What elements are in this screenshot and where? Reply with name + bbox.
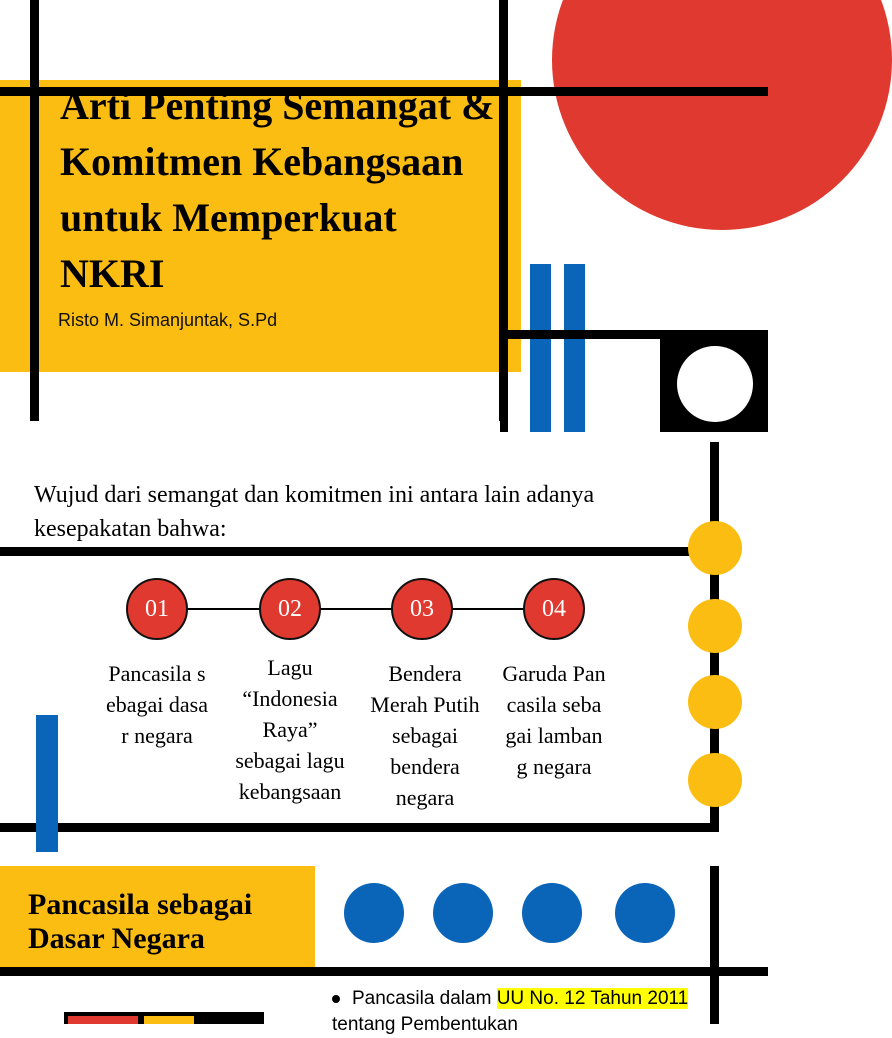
hline-lower — [0, 823, 719, 832]
bullet-dot — [332, 995, 340, 1003]
timeline-connector — [156, 608, 556, 610]
vline-mid — [499, 0, 508, 432]
blue-dot — [344, 883, 404, 943]
section-title: Pancasila sebagai Dasar Negara — [28, 888, 253, 955]
blue-dot — [522, 883, 582, 943]
hline — [0, 967, 768, 976]
vline-left — [30, 0, 39, 432]
slide-list — [0, 442, 768, 852]
yellow-dot — [688, 675, 742, 729]
red-circle-decoration — [552, 0, 892, 230]
blue-bar — [564, 264, 585, 432]
step-number: 04 — [523, 578, 585, 640]
yellow-dot — [688, 753, 742, 807]
bullet-text-suffix: tentang Pembentukan — [332, 1014, 518, 1035]
intro-text: Wujud dari semangat dan komitmen ini antara lain adanya kesepakatan bahwa: — [34, 482, 595, 542]
step-number: 03 — [391, 578, 453, 640]
bullet-highlight: UU No. 12 Tahun 2011 — [496, 988, 689, 1009]
white-circle-decoration — [677, 346, 753, 422]
slide-pancasila — [0, 866, 768, 1035]
bullet-item — [332, 986, 752, 1038]
blue-bar — [530, 264, 551, 432]
step-text: Bendera Merah Putih sebagai bendera negara — [370, 661, 480, 810]
blue-bar — [36, 715, 58, 852]
step-text: Lagu “Indonesia Raya” sebagai lagu kebangsaan — [235, 655, 345, 804]
yellow-dot — [688, 521, 742, 575]
step-text: Pancasila sebagai dasar negara — [106, 661, 208, 748]
step-text: Garuda Pancasila sebagai lambang negara — [502, 661, 606, 779]
yellow-dot — [688, 599, 742, 653]
bullet-text-prefix: Pancasila dalam — [352, 988, 497, 1009]
mini-graphic — [64, 1012, 264, 1024]
blue-dot — [615, 883, 675, 943]
hline-bottom — [0, 421, 500, 432]
author-name: Risto M. Simanjuntak, S.Pd — [58, 310, 278, 330]
slide-title — [0, 0, 768, 432]
hline-upper — [0, 547, 715, 556]
step-number: 01 — [126, 578, 188, 640]
slide-title-text: Arti Penting Semangat & Komitmen Kebangsaan untuk Memperkuat NKRI — [60, 83, 495, 296]
step-number: 02 — [259, 578, 321, 640]
blue-dot — [433, 883, 493, 943]
